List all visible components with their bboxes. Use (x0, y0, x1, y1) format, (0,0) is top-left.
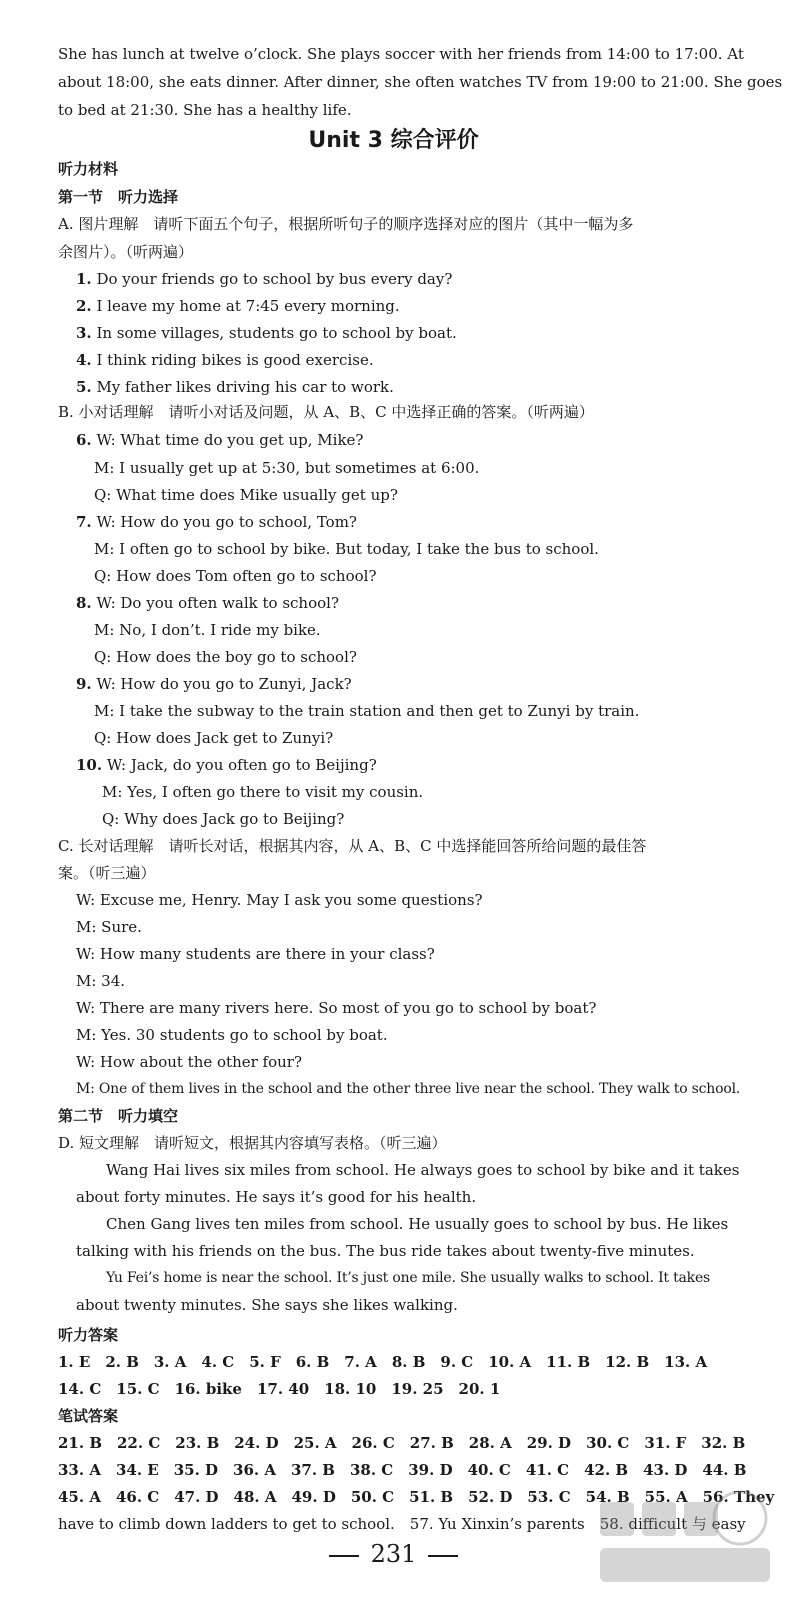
intro-line-2: about 18:00, she eats dinner. After dinner, she often watches TV from 19:00 to 21:00. She goes (58, 73, 783, 91)
a-item-number: 5. (76, 378, 92, 396)
b-item-number: 6. (76, 431, 92, 449)
b-item-number: 7. (76, 513, 92, 531)
a-item-text: I leave my home at 7:45 every morning. (96, 297, 400, 315)
a-item (76, 296, 787, 316)
written-answers-line: have to climb down ladders to get to school. 57. Yu Xinxin’s parents 58. difficult 与 easy (58, 1515, 746, 1533)
a-item-number: 4. (76, 351, 92, 369)
b-item-q: Q: What time does Mike usually get up? (94, 486, 398, 504)
b-item-q: Q: How does Jack get to Zunyi? (94, 729, 334, 747)
a-item-number: 3. (76, 324, 92, 342)
d-paragraph-line: about twenty minutes. She says she likes walking. (76, 1296, 458, 1314)
d-paragraph-line: Chen Gang lives ten miles from school. He usually goes to school by bus. He likes (106, 1215, 729, 1233)
intro-line-3: to bed at 21:30. She has a healthy life. (58, 101, 352, 119)
b-item-number: 10. (76, 756, 103, 774)
d-paragraph-line: about forty minutes. He says it’s good for his health. (76, 1188, 477, 1206)
c-line: W: How many students are there in your class? (76, 945, 435, 963)
a-item-text: My father likes driving his car to work. (96, 378, 394, 396)
part-a-line-1: A. 图片理解 请听下面五个句子，根据所听句子的顺序选择对应的图片（其中一幅为多 (58, 215, 634, 233)
a-item-number: 2. (76, 297, 92, 315)
written-answers-line: 45. A 46. C 47. D 48. A 49. D 50. C 51. B 52. D 53. C 54. B 55. A 56. They (58, 1488, 775, 1506)
b-item-w-text: W: How do you go to Zunyi, Jack? (96, 675, 352, 693)
b-item-q: Q: How does the boy go to school? (94, 648, 357, 666)
b-item-w-text: W: Do you often walk to school? (96, 594, 339, 612)
a-item-text: In some villages, students go to school by boat. (96, 324, 457, 342)
b-item-m: M: Yes, I often go there to visit my cousin. (102, 783, 424, 801)
watermark-logo (590, 1478, 780, 1596)
b-item-number: 9. (76, 675, 92, 693)
intro-line-1: She has lunch at twelve o’clock. She plays soccer with her friends from 14:00 to 17:00. At (58, 45, 744, 63)
part-c-line-2: 案。（听三遍） (58, 864, 156, 882)
b-item-number: 8. (76, 594, 92, 612)
unit-title: Unit 3 综合评价 (308, 128, 479, 153)
b-item-m: M: No, I don’t. I ride my bike. (94, 621, 321, 639)
a-item (76, 323, 787, 343)
section-2-heading: 第二节 听力填空 (58, 1107, 179, 1125)
part-a-line-2: 余图片）。（听两遍） (58, 243, 194, 261)
c-line: M: One of them lives in the school and the other three live near the school. They walk to school. (76, 1081, 741, 1097)
a-item (76, 269, 787, 289)
a-item-text: I think riding bikes is good exercise. (96, 351, 374, 369)
b-item-w (76, 755, 787, 775)
d-paragraph-line: Wang Hai lives six miles from school. He always goes to school by bike and it takes (106, 1161, 740, 1179)
dash-right (428, 1555, 458, 1557)
b-item-w (76, 512, 787, 532)
b-item-m: M: I usually get up at 5:30, but sometimes at 6:00. (94, 459, 480, 477)
b-item-w (76, 430, 787, 450)
written-answers-heading: 笔试答案 (58, 1407, 119, 1425)
c-line: M: Sure. (76, 918, 142, 936)
part-b-heading: B. 小对话理解 请听小对话及问题，从 A、B、C 中选择正确的答案。（听两遍） (58, 403, 594, 421)
listening-answers-line: 14. C 15. C 16. bike 17. 40 18. 10 19. 25 20. 1 (58, 1380, 501, 1398)
a-item-text: Do your friends go to school by bus every day? (96, 270, 453, 288)
c-line: W: Excuse me, Henry. May I ask you some questions? (76, 891, 483, 909)
dash-left (329, 1555, 359, 1557)
d-paragraph-line: talking with his friends on the bus. The bus ride takes about twenty-five minutes. (76, 1242, 695, 1260)
b-item-w (76, 674, 787, 694)
b-item-m: M: I take the subway to the train station and then get to Zunyi by train. (94, 702, 640, 720)
part-d-heading: D. 短文理解 请听短文，根据其内容填写表格。（听三遍） (58, 1134, 447, 1152)
a-item (76, 350, 787, 370)
listening-answers-line: 1. E 2. B 3. A 4. C 5. F 6. B 7. A 8. B 9. C 10. A 11. B 12. B 13. A (58, 1353, 708, 1371)
part-c-line-1: C. 长对话理解 请听长对话，根据其内容，从 A、B、C 中选择能回答所给问题的最佳答 (58, 837, 647, 855)
written-answers-line: 33. A 34. E 35. D 36. A 37. B 38. C 39. D 40. C 41. C 42. B 43. D 44. B (58, 1461, 747, 1479)
listening-answers-heading: 听力答案 (58, 1326, 119, 1344)
written-answers-line: 21. B 22. C 23. B 24. D 25. A 26. C 27. B 28. A 29. D 30. C 31. F 32. B (58, 1434, 746, 1452)
c-line: W: How about the other four? (76, 1053, 303, 1071)
listening-heading: 听力材料 (58, 160, 119, 178)
a-item-number: 1. (76, 270, 92, 288)
d-paragraph-line: Yu Fei’s home is near the school. It’s just one mile. She usually walks to school. It takes (106, 1270, 711, 1286)
c-line: M: Yes. 30 students go to school by boat. (76, 1026, 388, 1044)
b-item-w (76, 593, 787, 613)
c-line: W: There are many rivers here. So most of you go to school by boat? (76, 999, 597, 1017)
b-item-w-text: W: How do you go to school, Tom? (96, 513, 357, 531)
b-item-w-text: W: What time do you get up, Mike? (96, 431, 364, 449)
b-item-q: Q: Why does Jack go to Beijing? (102, 810, 345, 828)
b-item-m: M: I often go to school by bike. But today, I take the bus to school. (94, 540, 599, 558)
section-1-heading: 第一节 听力选择 (58, 188, 179, 206)
c-line: M: 34. (76, 972, 126, 990)
a-item (76, 377, 787, 397)
b-item-q: Q: How does Tom often go to school? (94, 567, 377, 585)
b-item-w-text: W: Jack, do you often go to Beijing? (106, 756, 377, 774)
page-number-text: 231 (370, 1540, 417, 1568)
